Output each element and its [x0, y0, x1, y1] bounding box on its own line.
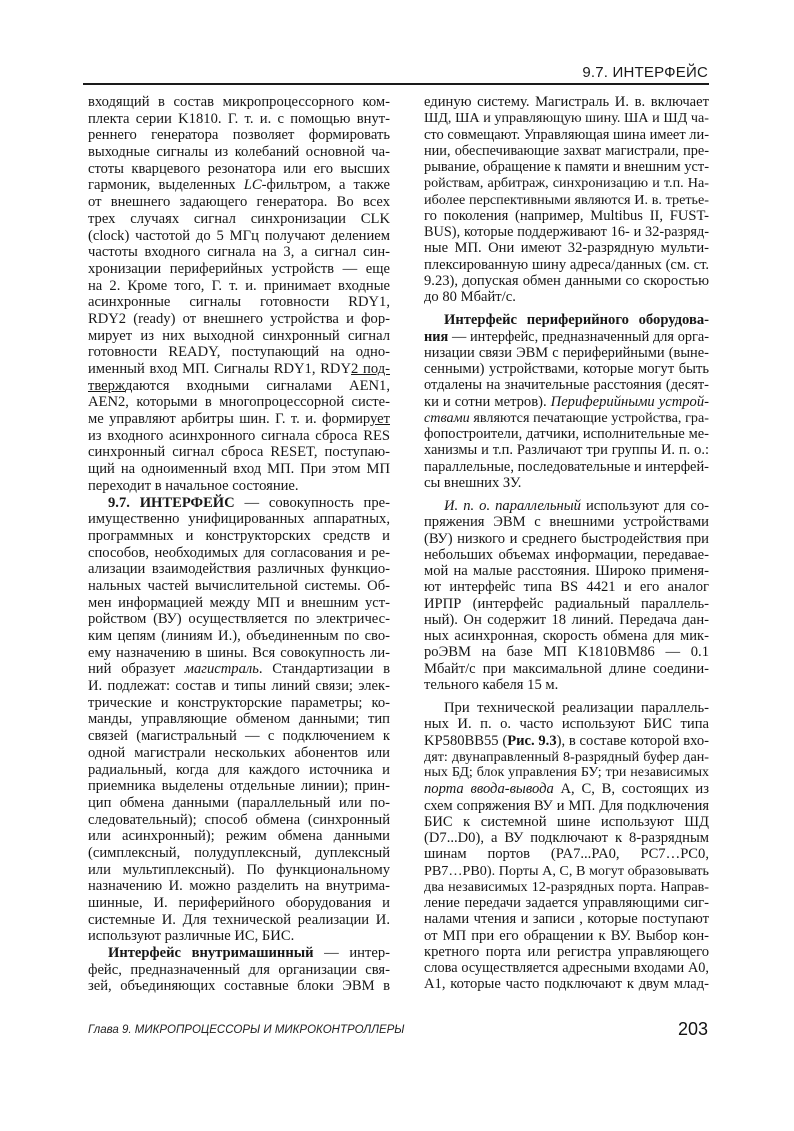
text-run: При технической реализации параллель-: [444, 700, 709, 716]
bold-term: Рис. 9.3: [507, 732, 557, 749]
text-run: параллельные, последовательные и интерфей-: [424, 458, 709, 475]
text-run: синхронный сигнал сброса RESET, поступаю-: [88, 444, 390, 461]
text-line: [424, 749, 709, 765]
text-line: [88, 561, 390, 578]
text-run: мирует из них выходной синхронный сигнал: [88, 327, 390, 344]
bold-term: Интерфейс периферийного оборудова-: [444, 312, 709, 329]
text-line: [88, 862, 390, 879]
text-line: [424, 143, 709, 159]
text-line: [424, 224, 709, 240]
text-line: [88, 528, 390, 545]
text-line: [88, 795, 390, 812]
text-run: стоты кварцевого резонатора или его высших: [88, 160, 390, 177]
text-line: [424, 944, 709, 960]
text-line: [88, 895, 390, 912]
text-line: [424, 596, 709, 612]
text-line: [424, 700, 709, 716]
text-line: [88, 745, 390, 762]
italic-term: LC: [243, 177, 262, 194]
text-run: иболее перспективными являются И. в. третье-: [424, 191, 709, 208]
text-run: (D7...D0), а ВУ подключают к 8-разрядным: [424, 830, 709, 846]
text-line: [88, 211, 390, 228]
text-run: BUS), которые поддерживают 16- и 32-разряд-: [424, 224, 709, 240]
text-line: [88, 228, 390, 245]
text-run: рывание, обращение к памяти и внешним уст-: [424, 159, 709, 175]
text-run: зей, объединяющих составные блоки ЭВМ в: [88, 978, 390, 995]
text-line: [424, 459, 709, 475]
text-run: имущественно унифицированных аппаратных,: [88, 511, 390, 528]
text-line: [424, 716, 709, 732]
text-run: или асинхронный); режим обмена данными: [88, 828, 390, 845]
text-line: [88, 978, 390, 995]
text-line: [424, 765, 709, 781]
page-number: 203: [677, 1019, 708, 1039]
text-line: [424, 579, 709, 595]
text-line: [424, 547, 709, 563]
text-run: ИРПР (интерфейс радиальный параллель-: [424, 595, 709, 612]
text-line: [424, 498, 709, 514]
text-line: [88, 928, 390, 945]
text-line: [88, 711, 390, 728]
text-run: ных И. п. о. часто используют БИС типа: [424, 716, 709, 733]
text-run: A, C, B, состоящих из: [553, 781, 709, 798]
text-line: [424, 677, 709, 693]
text-run: AEN2, которыми в многопроцессорной систе-: [88, 394, 390, 411]
text-run: 2 под-: [351, 361, 390, 377]
text-run: сто совмещают. Управляющая шина имеет ли-: [424, 126, 709, 143]
text-line: [424, 394, 709, 410]
text-run: цип обмена данными (параллельный или по-: [88, 794, 390, 811]
text-line: [424, 830, 709, 846]
text-line: [424, 514, 709, 530]
text-line: [88, 461, 390, 478]
italic-term: ствами: [424, 409, 470, 426]
italic-term: И. п. о. параллельный: [444, 498, 581, 514]
text-run: дят: двунаправленный 8-разрядный буфер дан-: [424, 748, 709, 765]
text-line: [88, 194, 390, 211]
text-run: ют интерфейс типа BS 4421 и его аналог: [424, 579, 709, 596]
chapter-footer: Глава 9. МИКРОПРОЦЕССОРЫ И МИКРОКОНТРОЛЛЕРЫ: [88, 1024, 405, 1036]
bold-term: 9.7. ИНТЕРФЕЙС: [108, 494, 235, 511]
header-rule: [83, 83, 709, 85]
text-line: [424, 733, 709, 749]
text-line: [424, 846, 709, 862]
text-line: [88, 294, 390, 311]
text-line: [88, 728, 390, 745]
text-line: [88, 845, 390, 862]
text-run: или мультиплексный). По функциональному: [88, 861, 390, 878]
text-line: [88, 161, 390, 178]
text-run: асинхронные сигналы готовности RDY1,: [88, 294, 390, 311]
text-line: [88, 428, 390, 445]
text-line: [88, 478, 390, 495]
text-line: [88, 912, 390, 929]
text-run: (ВУ) низкого и среднего быстродействия при: [424, 530, 709, 547]
text-line: [88, 645, 390, 662]
text-run: -фильтром, а также: [261, 177, 391, 194]
italic-term: магистраль: [184, 661, 259, 678]
text-run: радиальный, когда для каждого источника и: [88, 761, 390, 778]
text-line: [88, 545, 390, 562]
text-line: [88, 945, 390, 962]
text-line: [424, 426, 709, 442]
text-line: [88, 144, 390, 161]
text-run: от внешнего задающего генератора. Во всех: [88, 194, 390, 211]
italic-term: порта ввода-вывода: [424, 781, 554, 798]
text-run: гармоник, выделенных: [88, 177, 244, 194]
text-run: ким цепям (линиям И.), объединенным по сво-: [88, 628, 390, 644]
text-run: — совокупность пре-: [234, 494, 390, 511]
text-run: небольших объемах информации, передавае-: [424, 546, 709, 563]
text-line: [424, 192, 709, 208]
text-run: два независимых 12-разрядных порта. Направ-: [424, 878, 709, 895]
text-line: [88, 344, 390, 361]
text-line: [424, 863, 709, 879]
text-run: налами чтения и записи , которые поступают: [424, 911, 709, 928]
text-run: (clock) частотой до 5 МГц получают делением: [88, 227, 390, 244]
text-line: [88, 611, 390, 628]
text-run: ует: [370, 411, 390, 428]
text-line: [88, 762, 390, 779]
text-line: [424, 976, 709, 992]
text-line: [424, 312, 709, 328]
text-run: кретного порта или регистра управляющего: [424, 943, 709, 960]
text-run: единую систему. Магистраль И. в. включает: [424, 94, 709, 110]
text-line: [424, 879, 709, 895]
text-run: ханизмы и т.п. Различают три группы И. п. о.:: [424, 442, 709, 459]
text-run: ройствам, арбитраж, синхронизацию и т.п. На-: [424, 175, 709, 192]
text-line: [424, 257, 709, 273]
text-run: KP580BB55 (: [424, 732, 508, 749]
text-run: го поколения (например, Multibus II, FUST-: [424, 207, 709, 224]
text-run: слова осуществляется адресными входами A0,: [424, 960, 709, 976]
text-line: [88, 311, 390, 328]
text-run: ему назначению в шины. Вся совокупность ли-: [88, 644, 390, 661]
text-run: ШД, ША и управляющую шину. ША и ШД ча-: [424, 110, 709, 127]
text-run: И. подлежат: состав и типы линий связи; элек-: [88, 678, 390, 695]
text-run: ме управляют арбитры шин. Г. т. и. формир: [88, 411, 371, 428]
text-run: из входного асинхронного сигнала сброса RES: [88, 427, 390, 444]
text-line: [88, 378, 390, 395]
text-line: [424, 442, 709, 458]
text-line: [424, 798, 709, 814]
text-run: именный вход МП. Сигналы RDY1, RDY: [88, 361, 352, 377]
text-run: трические и конструкторские параметры; ко-: [88, 694, 390, 711]
text-line: [88, 111, 390, 128]
text-line: [88, 177, 390, 194]
text-run: мой на малые расстояния. Широко применя-: [424, 563, 709, 579]
text-line: [424, 612, 709, 628]
text-line: [424, 644, 709, 660]
text-line: [88, 511, 390, 528]
text-run: роЭВМ на базе МП K1810BM86 — 0.1: [424, 644, 709, 661]
text-line: [424, 531, 709, 547]
text-run: готовности READY, поступающий на одно-: [88, 344, 390, 361]
text-run: плексированную шину адреса/данных (см. ст.: [424, 256, 709, 273]
text-run: ных асинхронная, скорость обмена для мик-: [424, 628, 709, 644]
text-run: ление передачи задается управляющими сиг-: [424, 895, 709, 911]
text-run: (симплексный, полудуплексный, дуплексный: [88, 844, 390, 861]
text-run: ных БД; блок управления БУ; три независимых: [424, 765, 709, 780]
text-line: [424, 410, 709, 426]
text-line: [88, 595, 390, 612]
text-line: [88, 127, 390, 144]
text-line: [88, 812, 390, 829]
text-line: [88, 261, 390, 278]
text-line: [424, 960, 709, 976]
text-line: [88, 278, 390, 295]
text-run: ройством (ВУ) осуществляется по электричес-: [88, 611, 390, 628]
text-run: от МП при его обращении к ВУ. Выбор кон-: [424, 927, 709, 944]
text-line: [88, 695, 390, 712]
text-line: [88, 244, 390, 261]
text-run: шинные, И. периферийного оборудования и: [88, 895, 390, 911]
text-run: ный). Он содержит 18 линий. Передача дан-: [424, 611, 709, 628]
text-run: БИС к системной шине используют ШД: [424, 813, 709, 830]
text-run: приемника выделены отдельные линии); прин-: [88, 778, 390, 795]
text-line: [88, 678, 390, 695]
text-run: используют для со-: [580, 498, 710, 514]
right-text-column: [424, 94, 709, 993]
text-run: способов, необходимых для согласования и ре-: [88, 544, 390, 561]
text-line: [424, 110, 709, 126]
text-run: трех случаях сигнал синхронизации CLK: [88, 210, 390, 227]
text-run: нальных частей вычислительной системы. Об-: [88, 577, 390, 594]
text-run: щий на одноименный вход МП. При этом МП: [88, 461, 390, 478]
text-line: [424, 127, 709, 143]
text-run: частоты входного сигнала на 3, а сигнал син-: [88, 244, 390, 261]
text-run: шинам портов (PA7...PA0, PC7…PC0,: [424, 846, 709, 863]
text-run: схем сопряжения ВУ и МП. Для подключения: [424, 797, 709, 814]
text-run: пряжения ЭВМ с внешними устройствами: [424, 514, 709, 531]
text-run: мен информацией между МП и внешним уст-: [88, 594, 390, 611]
text-line: [424, 661, 709, 677]
text-run: фопостроители, датчики, исполнительные ме-: [424, 426, 709, 442]
text-line: [424, 345, 709, 361]
text-run: являются печатающие устройства, гра-: [469, 409, 709, 426]
text-run: сенными) устройствами, которые могут быть: [424, 361, 709, 377]
text-line: [424, 911, 709, 927]
text-run: ализации взаимодействия различных функцио-: [88, 561, 390, 578]
text-line: [88, 495, 390, 512]
text-run: — интерфейс, предназначенный для орга-: [448, 328, 709, 345]
text-line: [88, 828, 390, 845]
text-run: RDY2 (ready) от внешнего устройства и фор-: [88, 310, 390, 327]
text-run: ний образует: [88, 661, 185, 678]
text-line: [88, 962, 390, 979]
text-line: [424, 208, 709, 224]
text-line: [424, 781, 709, 797]
text-line: [424, 814, 709, 830]
text-line: [424, 563, 709, 579]
text-line: [424, 289, 709, 305]
running-head-title: 9.7. ИНТЕРФЕЙС: [582, 64, 708, 81]
text-line: [424, 628, 709, 644]
bold-term: Интерфейс внутримашинный: [108, 945, 314, 962]
text-run: плекта серии K1810. Г. т. и. с помощью внут-: [88, 110, 390, 127]
text-line: [88, 778, 390, 795]
text-line: [424, 895, 709, 911]
text-run: . Стандартизации в: [258, 661, 390, 678]
text-run: A1, которые часто подключают к двум млад-: [424, 976, 709, 993]
bold-term: ния: [424, 328, 449, 345]
text-line: [424, 329, 709, 345]
text-line: [88, 444, 390, 461]
text-run: до 80 Мбайт/с.: [424, 289, 516, 305]
text-run: хронизации периферийных устройств — еще: [88, 260, 390, 277]
text-run: — интер-: [313, 945, 390, 962]
text-run: реннего генератора позволяет формировать: [88, 127, 390, 144]
text-line: [88, 578, 390, 595]
text-run: одной магистрали нескольких абонентов или: [88, 744, 390, 761]
text-line: [424, 94, 709, 110]
text-run: Мбайт/с при максимальной длине соедини-: [424, 660, 709, 677]
text-run: 9.23), допуская обмен данными со скоростью: [424, 272, 709, 289]
italic-term: Периферийными устрой-: [550, 393, 709, 410]
text-run: PB7…PB0). Порты A, C, B могут образовывать: [424, 862, 709, 879]
text-line: [424, 928, 709, 944]
text-run: низации связи ЭВМ с периферийными (выне-: [424, 344, 709, 361]
text-run: манды, управляющие обменом данными; тип: [88, 711, 390, 728]
text-run: фейс, предназначенный для организации свя-: [88, 961, 390, 978]
text-run: переходит в начальное состояние.: [88, 477, 299, 494]
text-run: используют различные ИС, БИС.: [88, 928, 295, 945]
text-line: [88, 94, 390, 111]
text-run: системные И. Для технической реализации И.: [88, 911, 390, 928]
text-run: сы внешних ЗУ.: [424, 474, 522, 491]
text-run: нии, обеспечивающие захват магистрали, пре-: [424, 142, 709, 159]
text-line: [88, 394, 390, 411]
text-run: следовательный); способ обмена (синхронный: [88, 811, 390, 828]
text-run: входящий в состав микропроцессорного ком-: [88, 94, 390, 110]
text-run: программных и конструкторских средств и: [88, 527, 390, 544]
text-line: [88, 411, 390, 428]
text-line: [88, 628, 390, 645]
text-run: даются входными сигналами AEN1,: [125, 377, 390, 394]
text-line: [88, 878, 390, 895]
text-run: ки и сотни метров).: [424, 393, 551, 410]
text-run: отдалены на значительные расстояния (десят-: [424, 377, 709, 394]
text-line: [424, 159, 709, 175]
text-run: ), в составе которой вхо-: [556, 732, 709, 749]
text-run: связей (магистральный — с подключением к: [88, 728, 390, 745]
text-line: [424, 377, 709, 393]
text-line: [424, 240, 709, 256]
text-run: тельного кабеля 15 м.: [424, 676, 559, 693]
text-line: [424, 361, 709, 377]
text-line: [88, 661, 390, 678]
text-line: [88, 328, 390, 345]
left-text-column: [88, 94, 390, 995]
text-line: [424, 273, 709, 289]
text-run: тверж: [88, 377, 126, 394]
text-line: [424, 475, 709, 491]
text-run: ные МП. Они имеют 32-разрядную мульти-: [424, 240, 709, 257]
text-line: [88, 361, 390, 378]
text-run: выходные сигналы из колебаний основной ча-: [88, 144, 390, 161]
text-line: [424, 175, 709, 191]
text-run: на 2. Кроме того, Г. т. и. принимает входные: [88, 277, 390, 294]
text-run: назначению И. можно разделить на внутрима-: [88, 878, 390, 895]
